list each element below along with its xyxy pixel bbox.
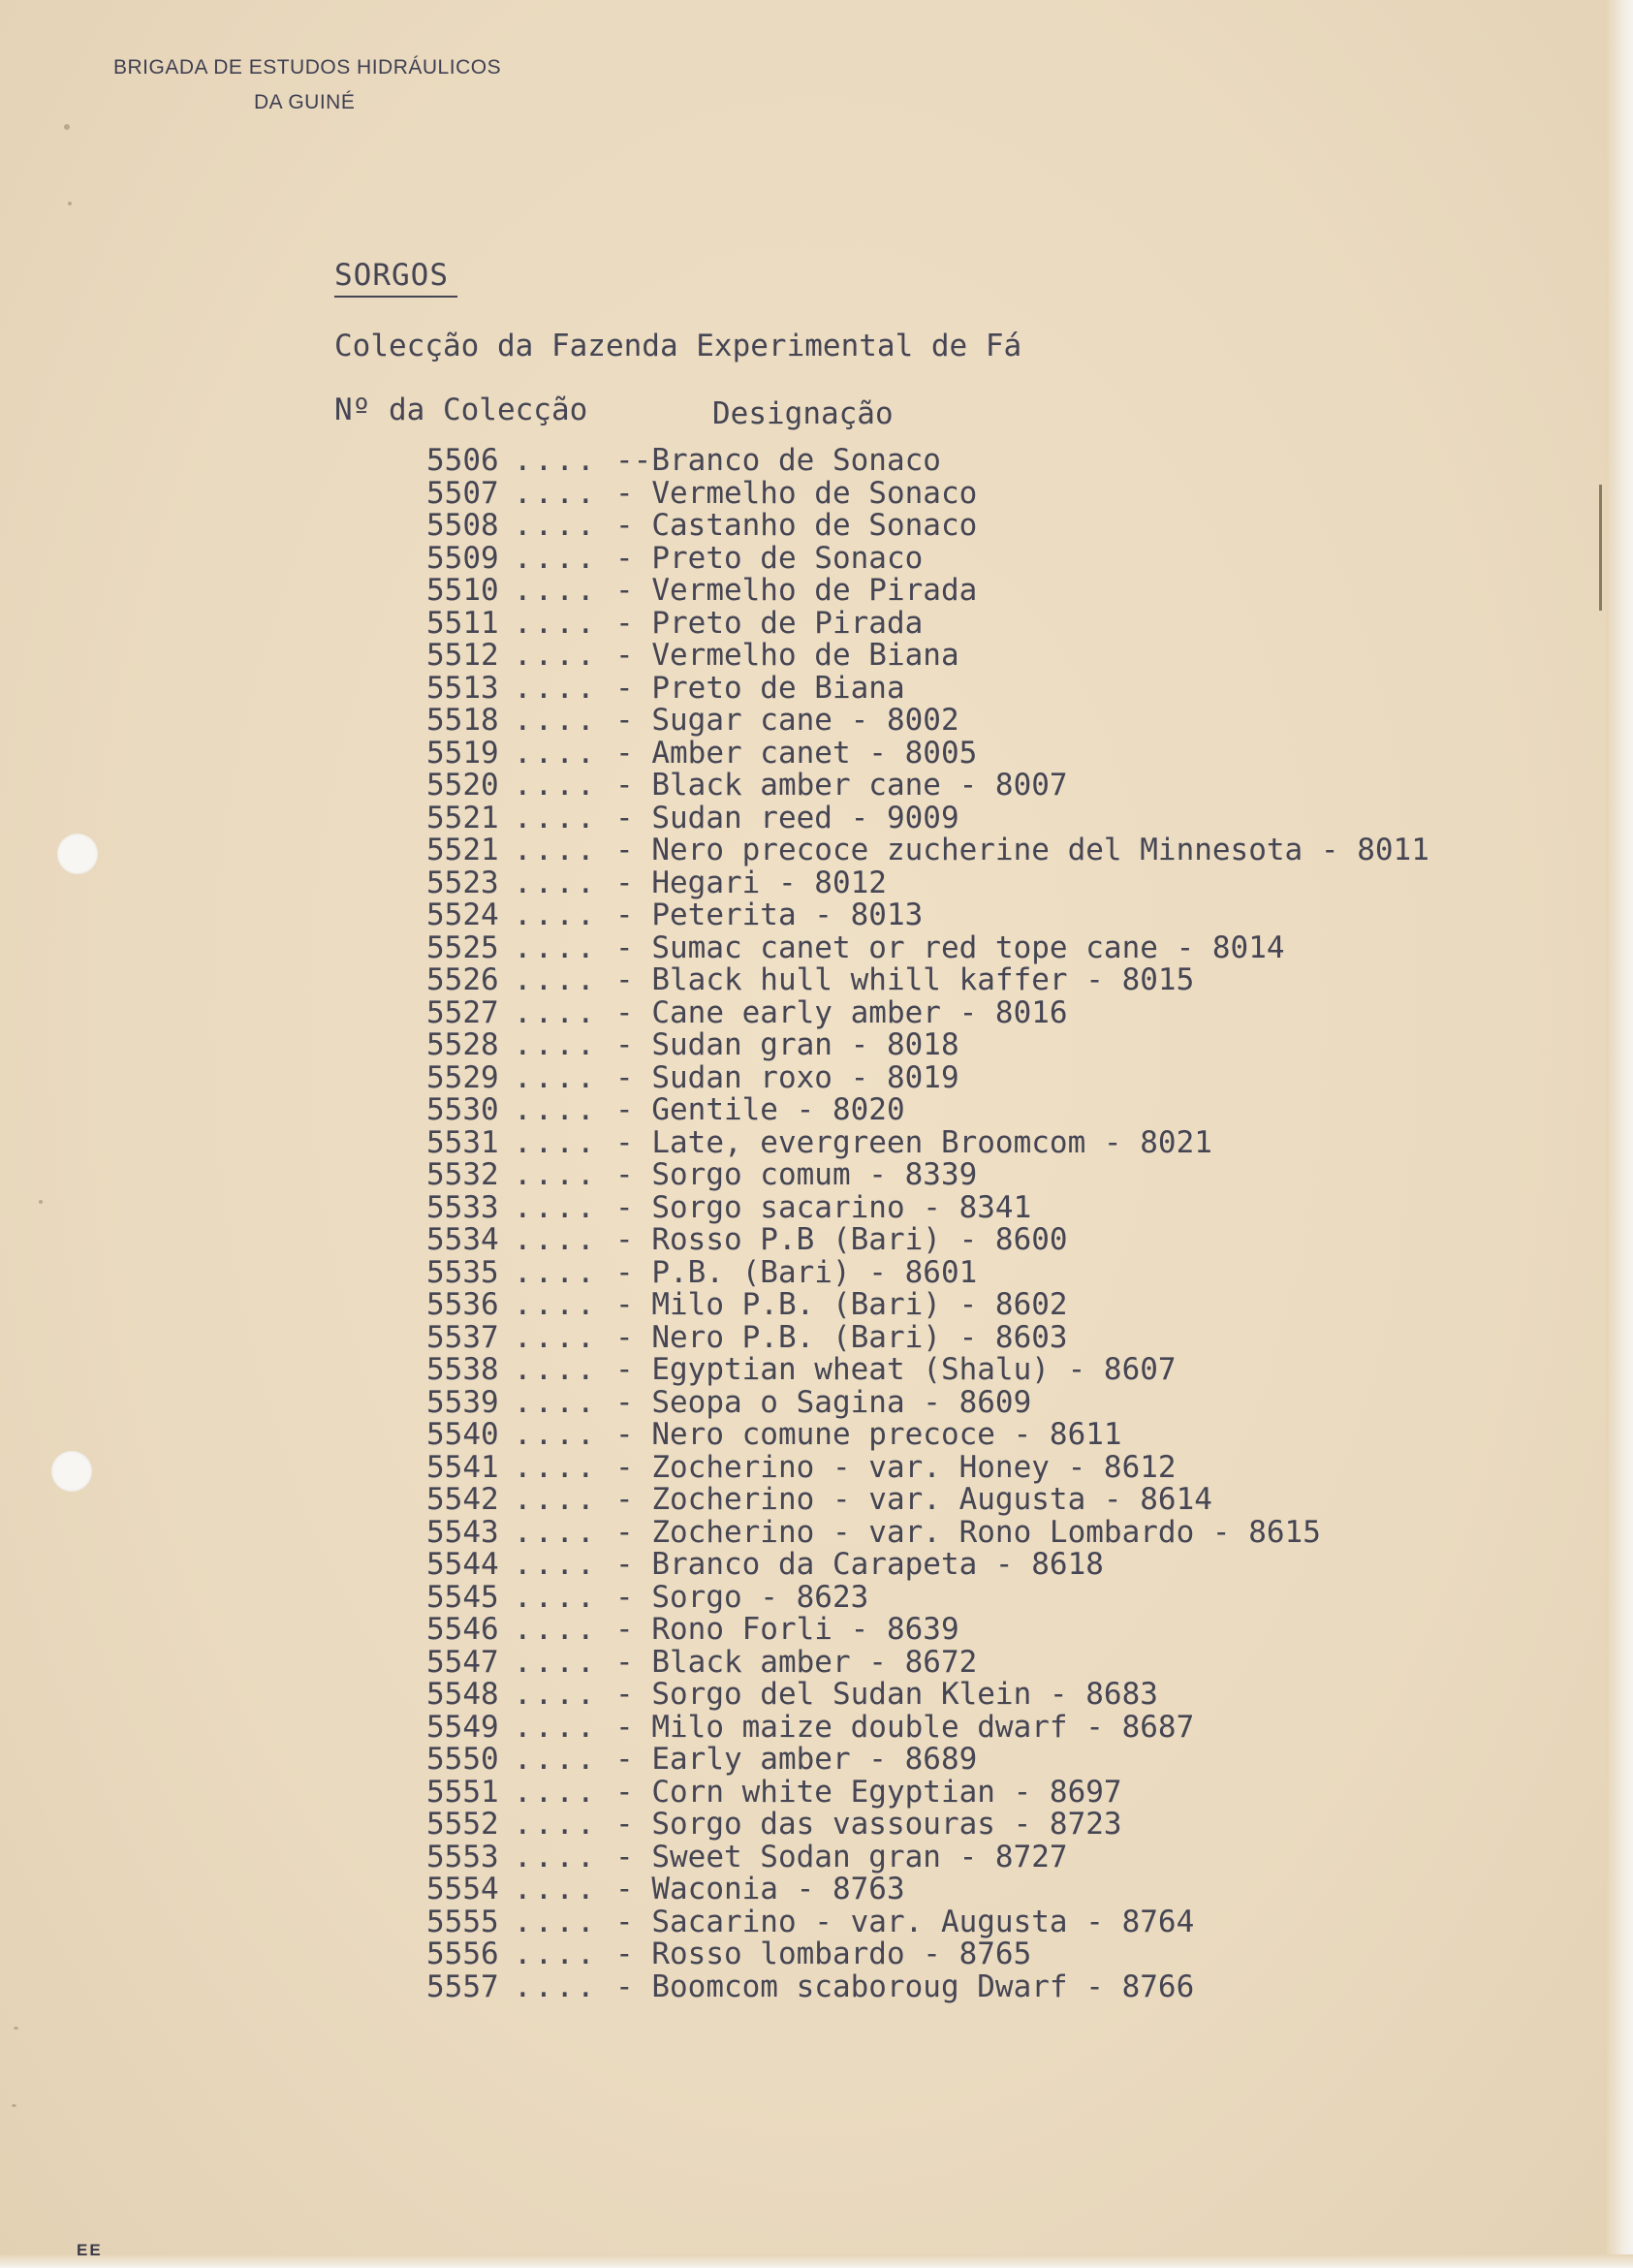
list-item	[426, 670, 1429, 706]
designation: - Preto de Pirada	[615, 605, 924, 641]
leader-dots: ....	[514, 1969, 598, 2004]
leader-dots: ....	[514, 1124, 598, 1160]
list-item	[426, 1679, 1429, 1712]
collection-number: 5556	[426, 1937, 499, 1971]
leader-dots: ....	[514, 1417, 598, 1452]
leader-dots: ....	[514, 1157, 598, 1192]
designation: - Waconia - 8763	[615, 1872, 905, 1906]
list-item	[426, 800, 1429, 835]
list-item	[426, 1029, 1429, 1062]
leader-dots: ....	[514, 865, 598, 900]
list-item	[426, 1614, 1429, 1647]
punch-hole-top	[57, 834, 98, 874]
collection-number: 5538	[426, 1352, 499, 1387]
collection-number: 5544	[426, 1547, 499, 1582]
collection-number: 5509	[426, 540, 499, 576]
leader-dots: ....	[514, 833, 598, 867]
leader-dots: ....	[514, 1319, 598, 1355]
list-item	[426, 1319, 1429, 1355]
page-bottom-edge	[0, 2254, 1633, 2268]
leader-dots: ....	[514, 1904, 598, 1939]
list-item	[426, 964, 1429, 997]
collection-number: 5531	[426, 1124, 499, 1160]
designation: - Black hull whill kaffer - 8015	[615, 962, 1195, 997]
leader-dots: ....	[514, 1839, 598, 1874]
designation: - Zocherino - var. Rono Lombardo - 8615	[615, 1514, 1321, 1550]
leader-dots: ....	[514, 1254, 598, 1290]
list-item	[426, 929, 1429, 965]
collection-number: 5533	[426, 1189, 499, 1225]
collection-number: 5555	[426, 1904, 499, 1939]
collection-number: 5537	[426, 1319, 499, 1355]
list-item	[426, 735, 1429, 771]
designation: - Black amber - 8672	[615, 1644, 978, 1680]
collection-number: 5551	[426, 1774, 499, 1810]
list-item	[426, 1354, 1429, 1387]
collection-number: 5539	[426, 1384, 499, 1420]
list-item	[426, 1809, 1429, 1842]
leader-dots: ....	[514, 540, 598, 576]
collection-number: 5507	[426, 475, 499, 511]
collection-number: 5510	[426, 573, 499, 608]
list-item	[426, 1189, 1429, 1225]
designation: - Sudan gran - 8018	[615, 1027, 959, 1062]
list-item	[426, 1514, 1429, 1550]
collection-number: 5542	[426, 1482, 499, 1517]
leader-dots: ....	[514, 1352, 598, 1387]
list-item	[426, 1224, 1429, 1257]
designation: - Gentile - 8020	[615, 1092, 905, 1127]
list-item	[426, 1384, 1429, 1420]
leader-dots: ....	[514, 994, 598, 1030]
leader-dots: ....	[514, 800, 598, 835]
leader-dots: ....	[514, 898, 598, 932]
designation: - Sorgo - 8623	[615, 1579, 869, 1615]
designation: - Vermelho de Pirada	[615, 573, 978, 608]
designation: - Sorgo del Sudan Klein - 8683	[615, 1677, 1158, 1712]
designation: - Castanho de Sonaco	[615, 508, 978, 543]
list-item	[426, 1774, 1429, 1810]
list-item	[426, 510, 1429, 543]
edge-ink-mark	[1599, 485, 1602, 611]
leader-dots: ....	[514, 1449, 598, 1485]
leader-dots: ....	[514, 573, 598, 608]
collection-number: 5557	[426, 1969, 499, 2004]
list-item	[426, 1744, 1429, 1777]
collection-number: 5526	[426, 962, 499, 997]
designation: --Branco de Sonaco	[615, 443, 941, 478]
list-item	[426, 640, 1429, 673]
collection-number: 5541	[426, 1449, 499, 1485]
leader-dots: ....	[514, 1384, 598, 1420]
list-item	[426, 705, 1429, 738]
designation: - Seopa o Sagina - 8609	[615, 1384, 1032, 1420]
paper-speck	[14, 2027, 18, 2030]
leader-dots: ....	[514, 768, 598, 803]
list-item	[426, 540, 1429, 576]
designation: - Amber canet - 8005	[615, 735, 978, 771]
collection-number: 5548	[426, 1677, 499, 1712]
collection-number: 5506	[426, 443, 499, 478]
paper-speck	[39, 1200, 43, 1204]
list-item	[426, 1254, 1429, 1290]
list-item	[426, 867, 1429, 900]
designation: - Sudan reed - 9009	[615, 800, 959, 835]
leader-dots: ....	[514, 1482, 598, 1517]
list-item	[426, 770, 1429, 803]
list-item	[426, 1906, 1429, 1939]
list-item	[426, 605, 1429, 641]
collection-number: 5512	[426, 638, 499, 673]
leader-dots: ....	[514, 1547, 598, 1582]
collection-number: 5519	[426, 735, 499, 771]
designation: - Cane early amber - 8016	[615, 994, 1068, 1030]
leader-dots: ....	[514, 605, 598, 641]
paper-speck	[12, 2104, 16, 2107]
designation: - Peterita - 8013	[615, 898, 924, 932]
designation: - Nero comune precoce - 8611	[615, 1417, 1122, 1452]
collection-number: 5546	[426, 1612, 499, 1647]
collection-number: 5553	[426, 1839, 499, 1874]
paper-speck	[68, 202, 72, 205]
designation: - Sacarino - var. Augusta - 8764	[615, 1904, 1195, 1939]
page-title: SORGOS	[334, 258, 449, 293]
leader-dots: ....	[514, 670, 598, 706]
letterhead-line-1: BRIGADA DE ESTUDOS HIDRÁULICOS	[113, 56, 502, 79]
collection-number: 5521	[426, 800, 499, 835]
leader-dots: ....	[514, 1644, 598, 1680]
leader-dots: ....	[514, 1287, 598, 1322]
list-item	[426, 1094, 1429, 1127]
designation: - Sorgo das vassouras - 8723	[615, 1807, 1122, 1842]
list-item	[426, 1549, 1429, 1582]
designation: - P.B. (Bari) - 8601	[615, 1254, 978, 1290]
designation: - Milo maize double dwarf - 8687	[615, 1709, 1195, 1745]
collection-number: 5530	[426, 1092, 499, 1127]
collection-number: 5547	[426, 1644, 499, 1680]
collection-number: 5521	[426, 833, 499, 867]
column-header-number: Nº da Colecção	[334, 393, 588, 427]
designation: - Hegari - 8012	[615, 865, 887, 900]
collection-number: 5524	[426, 898, 499, 932]
list-item	[426, 1709, 1429, 1745]
leader-dots: ....	[514, 1027, 598, 1062]
leader-dots: ....	[514, 638, 598, 673]
leader-dots: ....	[514, 1937, 598, 1971]
letterhead-line-2: DA GUINÉ	[254, 91, 356, 113]
list-item	[426, 1938, 1429, 1971]
designation: - Sumac canet or red tope cane - 8014	[615, 929, 1285, 965]
designation: - Nero P.B. (Bari) - 8603	[615, 1319, 1068, 1355]
designation: - Zocherino - var. Honey - 8612	[615, 1449, 1177, 1485]
list-item	[426, 1124, 1429, 1160]
designation: - Preto de Biana	[615, 670, 905, 706]
leader-dots: ....	[514, 1092, 598, 1127]
collection-number: 5508	[426, 508, 499, 543]
list-item	[426, 575, 1429, 608]
designation: - Branco da Carapeta - 8618	[615, 1547, 1104, 1582]
leader-dots: ....	[514, 1709, 598, 1745]
collection-list	[426, 445, 1429, 2003]
collection-number: 5518	[426, 703, 499, 738]
collection-number: 5545	[426, 1579, 499, 1615]
list-item	[426, 1644, 1429, 1680]
list-item	[426, 1449, 1429, 1485]
collection-number: 5534	[426, 1222, 499, 1257]
designation: - Preto de Sonaco	[615, 540, 924, 576]
list-item	[426, 1579, 1429, 1615]
collection-number: 5523	[426, 865, 499, 900]
collection-number: 5540	[426, 1417, 499, 1452]
collection-number: 5536	[426, 1287, 499, 1322]
designation: - Sorgo sacarino - 8341	[615, 1189, 1032, 1225]
list-item	[426, 835, 1429, 867]
designation: - Sweet Sodan gran - 8727	[615, 1839, 1068, 1874]
list-item	[426, 899, 1429, 932]
paper-speck	[64, 124, 70, 130]
list-item	[426, 1839, 1429, 1874]
leader-dots: ....	[514, 1189, 598, 1225]
leader-dots: ....	[514, 1222, 598, 1257]
designation: - Early amber - 8689	[615, 1742, 978, 1777]
designation: - Vermelho de Sonaco	[615, 475, 978, 511]
designation: - Rono Forli - 8639	[615, 1612, 959, 1647]
leader-dots: ....	[514, 1807, 598, 1842]
leader-dots: ....	[514, 508, 598, 543]
leader-dots: ....	[514, 929, 598, 965]
designation: - Late, evergreen Broomcom - 8021	[615, 1124, 1212, 1160]
leader-dots: ....	[514, 1872, 598, 1906]
title-underline	[334, 296, 457, 298]
collection-number: 5527	[426, 994, 499, 1030]
list-item	[426, 1419, 1429, 1452]
leader-dots: ....	[514, 1059, 598, 1095]
designation: - Egyptian wheat (Shalu) - 8607	[615, 1352, 1177, 1387]
designation: - Zocherino - var. Augusta - 8614	[615, 1482, 1212, 1517]
collection-subtitle: Colecção da Fazenda Experimental de Fá	[334, 329, 1022, 363]
list-item	[426, 1874, 1429, 1906]
collection-number: 5552	[426, 1807, 499, 1842]
designation: - Sudan roxo - 8019	[615, 1059, 959, 1095]
leader-dots: ....	[514, 962, 598, 997]
collection-number: 5543	[426, 1514, 499, 1550]
collection-number: 5525	[426, 929, 499, 965]
list-item	[426, 475, 1429, 511]
collection-number: 5513	[426, 670, 499, 706]
leader-dots: ....	[514, 1612, 598, 1647]
collection-number: 5535	[426, 1254, 499, 1290]
leader-dots: ....	[514, 1579, 598, 1615]
collection-number: 5549	[426, 1709, 499, 1745]
list-item	[426, 1484, 1429, 1517]
list-item	[426, 1289, 1429, 1322]
leader-dots: ....	[514, 1742, 598, 1777]
collection-number: 5550	[426, 1742, 499, 1777]
designation: - Rosso lombardo - 8765	[615, 1937, 1032, 1971]
column-header-designation: Designação	[712, 396, 894, 431]
collection-number: 5520	[426, 768, 499, 803]
footer-mark: EE	[77, 2241, 103, 2259]
collection-number: 5532	[426, 1157, 499, 1192]
leader-dots: ....	[514, 1514, 598, 1550]
collection-number: 5511	[426, 605, 499, 641]
list-item	[426, 445, 1429, 478]
designation: - Corn white Egyptian - 8697	[615, 1774, 1122, 1810]
list-item	[426, 1159, 1429, 1192]
designation: - Nero precoce zucherine del Minnesota - 8011	[615, 833, 1429, 867]
collection-number: 5554	[426, 1872, 499, 1906]
leader-dots: ....	[514, 703, 598, 738]
designation: - Sorgo comum - 8339	[615, 1157, 978, 1192]
leader-dots: ....	[514, 1774, 598, 1810]
punch-hole-bottom	[51, 1451, 92, 1492]
leader-dots: ....	[514, 1677, 598, 1712]
leader-dots: ....	[514, 475, 598, 511]
designation: - Milo P.B. (Bari) - 8602	[615, 1287, 1068, 1322]
designation: - Rosso P.B (Bari) - 8600	[615, 1222, 1068, 1257]
list-item	[426, 994, 1429, 1030]
leader-dots: ....	[514, 735, 598, 771]
page-right-edge	[1606, 0, 1633, 2268]
leader-dots: ....	[514, 443, 598, 478]
designation: - Vermelho de Biana	[615, 638, 959, 673]
designation: - Sugar cane - 8002	[615, 703, 959, 738]
designation: - Boomcom scaboroug Dwarf - 8766	[615, 1969, 1195, 2004]
designation: - Black amber cane - 8007	[615, 768, 1068, 803]
collection-number: 5529	[426, 1059, 499, 1095]
list-item	[426, 1971, 1429, 2004]
list-item	[426, 1059, 1429, 1095]
collection-number: 5528	[426, 1027, 499, 1062]
